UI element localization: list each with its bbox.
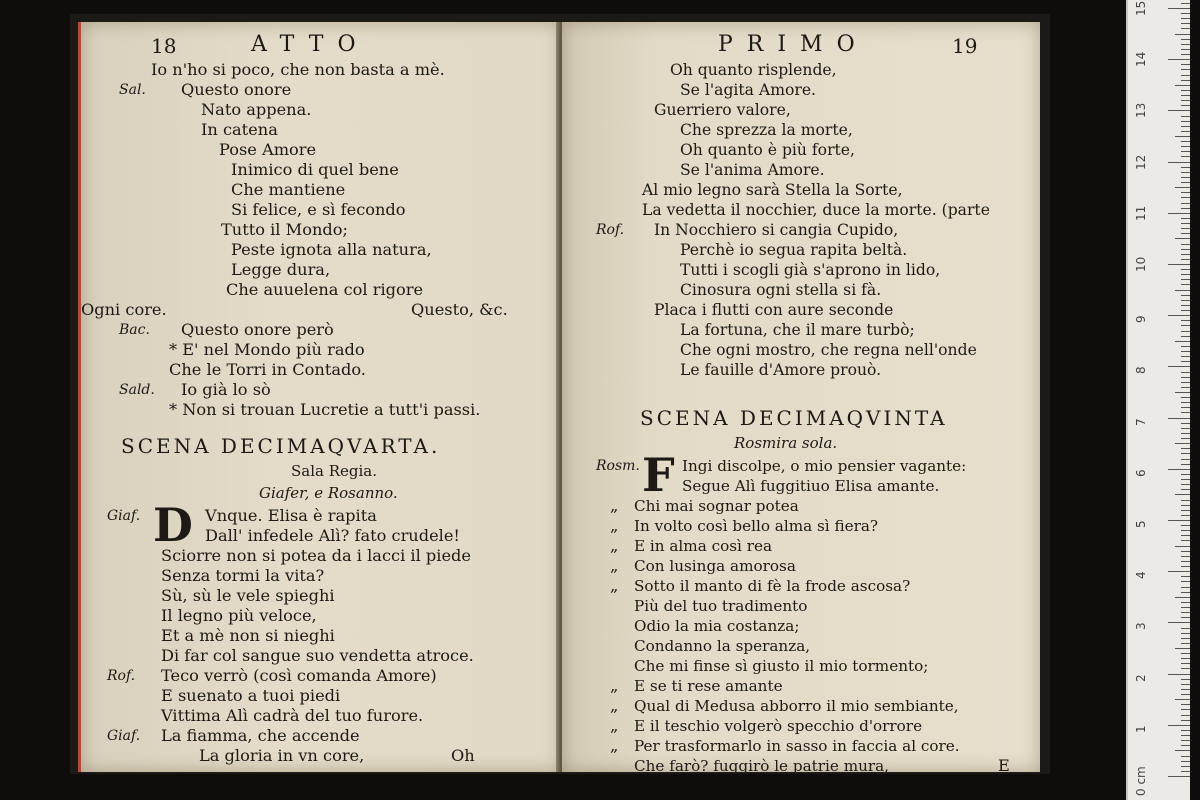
ruler-tick	[1181, 382, 1190, 383]
ruler-tick	[1168, 264, 1190, 265]
ruler-tick	[1181, 177, 1190, 178]
book-spread	[70, 14, 1050, 774]
ruler-number: 7	[1134, 417, 1148, 426]
ruler-tick	[1175, 443, 1190, 444]
ruler-number: 5	[1134, 520, 1148, 528]
cue-text: Questo, &c.	[411, 300, 508, 319]
verse-line: Di far col sangue suo vendetta atroce.	[161, 646, 474, 665]
ruler-tick	[1181, 535, 1190, 536]
verse-line: Più del tuo tradimento	[634, 597, 808, 615]
ruler-tick	[1181, 279, 1190, 280]
speaker-label: Rosm.	[596, 458, 640, 474]
verse-line: Se l'agita Amore.	[680, 81, 817, 99]
ruler-tick	[1175, 290, 1190, 291]
ruler-tick	[1175, 341, 1190, 342]
ruler-tick	[1181, 453, 1190, 454]
ruler-tick	[1181, 320, 1190, 321]
ruler-tick	[1181, 484, 1190, 485]
ruler-tick	[1181, 602, 1190, 603]
verse-line: E suenato a tuoi piedi	[161, 686, 341, 705]
ruler-tick	[1181, 423, 1190, 424]
catchword: Oh	[451, 746, 475, 765]
ruler-tick	[1175, 136, 1190, 137]
verse-line: Tutti i scogli già s'aprono in lido,	[680, 261, 941, 279]
ruler-tick	[1181, 715, 1190, 716]
ruler-tick	[1175, 750, 1190, 751]
ruler-tick	[1181, 346, 1190, 347]
ruler-tick	[1181, 479, 1190, 480]
ruler-tick	[1168, 418, 1190, 419]
ruler-unit-label: 0 cm	[1134, 766, 1148, 796]
ruler-number: 11	[1134, 205, 1148, 221]
ruler-tick	[1175, 699, 1190, 700]
speaker-label: Sal.	[119, 82, 146, 98]
ruler-tick	[1181, 402, 1190, 403]
ruler-tick	[1181, 653, 1190, 654]
ruler-tick	[1181, 49, 1190, 50]
verse-line: Che ogni mostro, che regna nell'onde	[680, 341, 977, 359]
ruler-number: 6	[1134, 469, 1148, 477]
verse-line: Teco verrò (così comanda Amore)	[161, 666, 437, 685]
verse-line: Peste ignota alla natura,	[231, 240, 432, 259]
verse-line: Che sprezza la morte,	[680, 121, 853, 139]
ruler-tick	[1181, 464, 1190, 465]
verse-line: Per trasformarlo in sasso in faccia al core.	[634, 737, 960, 755]
ruler-tick	[1168, 725, 1190, 726]
ruler-tick	[1181, 581, 1190, 582]
ruler-tick	[1181, 13, 1190, 14]
ruler-number: 1	[1134, 725, 1148, 733]
ruler-tick	[1181, 116, 1190, 117]
ruler-tick	[1168, 8, 1190, 9]
scene-title: SCENA DECIMAQVARTA.	[121, 434, 441, 458]
ruler-tick	[1175, 546, 1190, 547]
verse-line: In Nocchiero si cangia Cupido,	[654, 221, 899, 239]
ruler-tick	[1175, 648, 1190, 649]
drop-capital: D	[153, 498, 193, 552]
verse-line: Chi mai sognar potea	[634, 497, 799, 515]
verse-line: Questo onore però	[181, 320, 334, 339]
quote-mark: „	[610, 516, 619, 535]
scene-characters: Rosmira sola.	[734, 434, 838, 452]
speaker-label: Giaf.	[107, 508, 141, 524]
ruler-tick	[1168, 110, 1190, 111]
ruler-tick	[1181, 325, 1190, 326]
ruler-tick	[1181, 208, 1190, 209]
catchword: E	[998, 756, 1010, 775]
ruler-number: 2	[1134, 673, 1148, 682]
ruler-tick	[1181, 331, 1190, 332]
ruler-tick	[1168, 571, 1190, 572]
verse-line: Che auuelena col rigore	[226, 280, 424, 299]
ruler-number: 15	[1134, 0, 1148, 16]
verse-line: Tutto il Mondo;	[221, 220, 348, 239]
ruler-tick	[1175, 34, 1190, 35]
ruler-tick	[1181, 720, 1190, 721]
ruler-tick	[1168, 59, 1190, 60]
ruler-tick	[1168, 315, 1190, 316]
verse-line: Che farò? fuggirò le patrie mura,	[634, 757, 890, 775]
ruler-tick	[1181, 3, 1190, 4]
ruler-tick	[1181, 90, 1190, 91]
verse-line: Vnque. Elisa è rapita	[205, 506, 377, 525]
ruler-tick	[1181, 474, 1190, 475]
ruler-tick	[1181, 126, 1190, 127]
ruler-tick	[1181, 182, 1190, 183]
ruler-tick	[1181, 351, 1190, 352]
ruler-tick	[1181, 679, 1190, 680]
running-head: PRIMO	[718, 32, 869, 57]
verse-line: Io n'ho si poco, che non basta a mè.	[151, 60, 445, 79]
ruler-tick	[1168, 469, 1190, 470]
verse-line: In catena	[201, 120, 278, 139]
verse-line: Legge dura,	[231, 260, 331, 279]
verse-line: E se ti rese amante	[634, 677, 783, 695]
verse-line: Inimico di quel bene	[231, 160, 399, 179]
ruler-tick	[1181, 18, 1190, 19]
ruler-tick	[1181, 500, 1190, 501]
verse-line: Al mio legno sarà Stella la Sorte,	[642, 181, 903, 199]
speaker-label: Bac.	[119, 322, 150, 338]
speaker-label: Giaf.	[107, 728, 141, 744]
verse-line: Le fauille d'Amore prouò.	[680, 361, 882, 379]
ruler-tick	[1181, 745, 1190, 746]
ruler-tick	[1181, 525, 1190, 526]
quote-mark: „	[610, 496, 619, 515]
speaker-label: Rof.	[596, 222, 625, 238]
verse-line: La fiamma, che accende	[161, 726, 360, 745]
ruler-number: 14	[1134, 51, 1148, 68]
verse-line: La vedetta il nocchier, duce la morte. (parte	[642, 201, 990, 219]
ruler-tick	[1181, 218, 1190, 219]
ruler-tick	[1181, 576, 1190, 577]
ruler-tick	[1181, 684, 1190, 685]
ruler-tick	[1181, 438, 1190, 439]
ruler-tick	[1181, 28, 1190, 29]
ruler-tick	[1181, 617, 1190, 618]
ruler-number: 12	[1134, 154, 1148, 170]
verse-line: Dall' infedele Alì? fato crudele!	[205, 526, 460, 545]
ruler-tick	[1175, 597, 1190, 598]
ruler-tick	[1181, 361, 1190, 362]
ruler-tick	[1181, 556, 1190, 557]
quote-mark: „	[610, 576, 619, 595]
ruler-tick	[1181, 643, 1190, 644]
ruler-tick	[1181, 668, 1190, 669]
verse-line: * E' nel Mondo più rado	[169, 340, 365, 359]
ruler-tick	[1181, 100, 1190, 101]
ruler-tick	[1181, 566, 1190, 567]
ruler-tick	[1181, 131, 1190, 132]
verse-line: Oh quanto risplende,	[670, 61, 837, 79]
ruler-tick	[1181, 592, 1190, 593]
verse-line: Che mi finse sì giusto il mio tormento;	[634, 657, 929, 675]
ruler-tick	[1181, 228, 1190, 229]
ruler-tick	[1175, 238, 1190, 239]
ruler-tick	[1181, 638, 1190, 639]
ruler-tick	[1168, 162, 1190, 163]
ruler-tick	[1181, 39, 1190, 40]
ruler-tick	[1175, 392, 1190, 393]
ruler-tick	[1181, 305, 1190, 306]
ruler-tick	[1181, 530, 1190, 531]
ruler-tick	[1181, 561, 1190, 562]
quote-mark: „	[610, 736, 619, 755]
ruler-tick	[1181, 505, 1190, 506]
verse-line: Si felice, e sì fecondo	[231, 200, 406, 219]
ruler-tick	[1181, 735, 1190, 736]
scene-characters: Giafer, e Rosanno.	[259, 484, 398, 502]
verse-line: Et a mè non si nieghi	[161, 626, 335, 645]
ruler-tick	[1181, 203, 1190, 204]
verse-line: Oh quanto è più forte,	[680, 141, 855, 159]
ruler-tick	[1181, 295, 1190, 296]
ruler-tick	[1181, 64, 1190, 65]
ruler-tick	[1181, 172, 1190, 173]
ruler-tick	[1181, 69, 1190, 70]
ruler-tick	[1181, 628, 1190, 629]
ruler-tick	[1181, 146, 1190, 147]
verse-line: Senza tormi la vita?	[161, 566, 325, 585]
ruler-tick	[1181, 23, 1190, 24]
ruler-tick	[1181, 300, 1190, 301]
ruler-tick	[1168, 776, 1190, 777]
verse-line: Segue Alì fuggitiuo Elisa amante.	[682, 477, 940, 495]
ruler-tick	[1181, 192, 1190, 193]
ruler-number: 4	[1134, 571, 1148, 580]
ruler-tick	[1181, 510, 1190, 511]
ruler-tick	[1181, 551, 1190, 552]
ruler-tick	[1181, 75, 1190, 76]
ruler-tick	[1181, 459, 1190, 460]
right-page	[562, 22, 1040, 775]
scene-title: SCENA DECIMAQVINTA	[640, 406, 948, 430]
ruler-tick	[1181, 433, 1190, 434]
ruler-tick	[1168, 622, 1190, 623]
verse-line: Placa i flutti con aure seconde	[654, 301, 894, 319]
ruler-tick	[1181, 730, 1190, 731]
verse-line: Questo onore	[181, 80, 292, 99]
ruler-tick	[1181, 274, 1190, 275]
verse-line: Pose Amore	[219, 140, 317, 159]
verse-line: E in alma così rea	[634, 537, 773, 555]
verse-line: Odio la mia costanza;	[634, 617, 800, 635]
verse-line: La fortuna, che il mare turbò;	[680, 321, 915, 339]
scene-location: Sala Regia.	[291, 462, 378, 480]
ruler-tick	[1181, 54, 1190, 55]
ruler-tick	[1181, 689, 1190, 690]
verse-line: Qual di Medusa abborro il mio sembiante,	[634, 697, 959, 715]
ruler-tick	[1181, 372, 1190, 373]
ruler-tick	[1175, 494, 1190, 495]
verse-line: Cinosura ogni stella si fà.	[680, 281, 882, 299]
ruler-tick	[1181, 515, 1190, 516]
ruler-tick	[1181, 151, 1190, 152]
left-page	[78, 22, 561, 772]
page-number: 19	[952, 34, 978, 58]
verse-line: E il teschio volgerò specchio d'orrore	[634, 717, 923, 735]
ruler-tick	[1181, 771, 1190, 772]
running-head: ATTO	[251, 32, 370, 57]
ruler-tick	[1181, 377, 1190, 378]
ruler-tick	[1181, 766, 1190, 767]
verse-line: * Non si trouan Lucretie a tutt'i passi.	[169, 400, 481, 419]
quote-mark: „	[610, 676, 619, 695]
ruler-tick	[1175, 187, 1190, 188]
ruler-tick	[1181, 607, 1190, 608]
verse-line: Ogni core.	[81, 300, 167, 319]
ruler-tick	[1181, 709, 1190, 710]
verse-line: Io già lo sò	[181, 380, 271, 399]
ruler-tick	[1168, 520, 1190, 521]
ruler-tick	[1168, 366, 1190, 367]
page-number: 18	[151, 34, 177, 58]
ruler-tick	[1168, 674, 1190, 675]
verse-line: Nato appena.	[201, 100, 312, 119]
ruler-number: 8	[1134, 366, 1148, 375]
ruler-number: 13	[1134, 103, 1148, 119]
ruler-tick	[1181, 356, 1190, 357]
ruler-tick	[1181, 704, 1190, 705]
ruler-tick	[1181, 612, 1190, 613]
verse-line: Vittima Alì cadrà del tuo furore.	[161, 706, 424, 725]
ruler-tick	[1181, 141, 1190, 142]
verse-line: Sotto il manto di fè la frode ascosa?	[634, 577, 911, 595]
ruler-tick	[1181, 167, 1190, 168]
quote-mark: „	[610, 716, 619, 735]
quote-mark: „	[610, 556, 619, 575]
ruler-tick	[1181, 249, 1190, 250]
ruler-tick	[1181, 540, 1190, 541]
ruler-tick	[1181, 284, 1190, 285]
ruler-tick	[1181, 233, 1190, 234]
verse-line: Ingi discolpe, o mio pensier vagante:	[682, 457, 967, 475]
verse-line: Se l'anima Amore.	[680, 161, 825, 179]
ruler-tick	[1181, 95, 1190, 96]
quote-mark: „	[610, 536, 619, 555]
ruler-tick	[1181, 387, 1190, 388]
ruler-tick	[1181, 310, 1190, 311]
ruler-tick	[1181, 761, 1190, 762]
ruler-tick	[1181, 197, 1190, 198]
verse-line: Che mantiene	[231, 180, 346, 199]
ruler-tick	[1181, 633, 1190, 634]
verse-line: Condanno la speranza,	[634, 637, 811, 655]
ruler-tick	[1181, 80, 1190, 81]
ruler-tick	[1181, 259, 1190, 260]
ruler-tick	[1181, 587, 1190, 588]
ruler-tick	[1181, 428, 1190, 429]
ruler-tick	[1181, 489, 1190, 490]
ruler-tick	[1181, 694, 1190, 695]
verse-line: Perchè io segua rapita beltà.	[680, 241, 908, 259]
ruler-tick	[1168, 213, 1190, 214]
ruler-tick	[1181, 397, 1190, 398]
ruler-tick	[1181, 756, 1190, 757]
ruler-tick	[1181, 156, 1190, 157]
ruler-tick	[1181, 269, 1190, 270]
verse-line: Il legno più veloce,	[161, 606, 317, 625]
quote-mark: „	[610, 696, 619, 715]
ruler-tick	[1181, 44, 1190, 45]
ruler-number: 9	[1134, 315, 1148, 324]
ruler-tick	[1181, 254, 1190, 255]
ruler-tick	[1181, 121, 1190, 122]
ruler-tick	[1181, 412, 1190, 413]
ruler-number: 3	[1134, 622, 1148, 631]
verse-line: Sù, sù le vele spieghi	[161, 586, 335, 605]
ruler-tick	[1181, 223, 1190, 224]
ruler-tick	[1181, 407, 1190, 408]
drop-capital: F	[642, 448, 675, 502]
ruler-number: 10	[1134, 256, 1148, 272]
ruler-tick	[1181, 740, 1190, 741]
verse-line: In volto così bello alma sì fiera?	[634, 517, 879, 535]
measuring-ruler	[1126, 0, 1190, 800]
verse-line: Con lusinga amorosa	[634, 557, 796, 575]
ruler-tick	[1175, 85, 1190, 86]
ruler-tick	[1181, 658, 1190, 659]
verse-line: Guerriero valore,	[654, 101, 791, 119]
verse-line: Che le Torri in Contado.	[169, 360, 366, 379]
ruler-tick	[1181, 663, 1190, 664]
ruler-tick	[1181, 244, 1190, 245]
ruler-tick	[1181, 105, 1190, 106]
ruler-tick	[1181, 448, 1190, 449]
ruler-tick	[1181, 336, 1190, 337]
speaker-label: Sald.	[119, 382, 155, 398]
verse-line: Sciorre non si potea da i lacci il piede	[161, 546, 471, 565]
verse-line: La gloria in vn core,	[199, 746, 365, 765]
speaker-label: Rof.	[107, 668, 136, 684]
